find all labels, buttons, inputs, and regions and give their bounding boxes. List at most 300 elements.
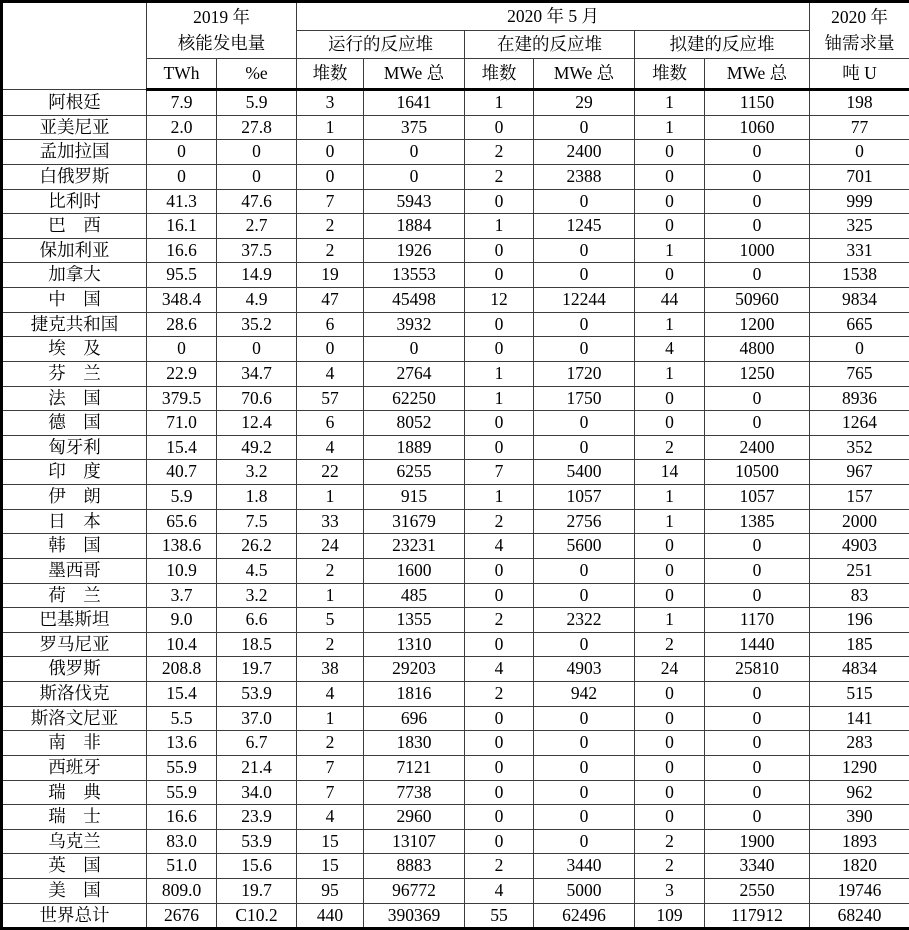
value-cell: 0 <box>534 706 635 731</box>
header-2020-uranium <box>810 2 909 59</box>
table-row <box>2 657 909 682</box>
value-cell: 809.0 <box>147 879 217 904</box>
value-cell: 15 <box>297 854 364 879</box>
value-cell: 0 <box>465 558 534 583</box>
value-cell: 1000 <box>705 238 810 263</box>
value-cell: 157 <box>810 485 909 510</box>
value-cell: 7738 <box>364 780 465 805</box>
country-cell: 罗马尼亚 <box>2 632 147 657</box>
value-cell: 138.6 <box>147 534 217 559</box>
value-cell: 27.8 <box>217 115 297 140</box>
value-cell: 1 <box>635 238 705 263</box>
country-cell: 比利时 <box>2 189 147 214</box>
value-cell: 1290 <box>810 755 909 780</box>
value-cell: 352 <box>810 435 909 460</box>
value-cell: 0 <box>465 238 534 263</box>
table-row <box>2 558 909 583</box>
value-cell: 45498 <box>364 288 465 313</box>
table-row <box>2 115 909 140</box>
value-cell: 2 <box>297 238 364 263</box>
table-row <box>2 706 909 731</box>
value-cell: 9.0 <box>147 608 217 633</box>
country-cell: 埃 及 <box>2 337 147 362</box>
value-cell: 3 <box>635 879 705 904</box>
value-cell: 2756 <box>534 509 635 534</box>
table-row <box>2 435 909 460</box>
value-cell: 6255 <box>364 460 465 485</box>
value-cell: 6.6 <box>217 608 297 633</box>
country-cell: 保加利亚 <box>2 238 147 263</box>
header-group-planned: 拟建的反应堆 <box>635 31 810 59</box>
value-cell: 15.6 <box>217 854 297 879</box>
value-cell: 2 <box>297 632 364 657</box>
value-cell: 1150 <box>705 90 810 116</box>
value-cell: 0 <box>465 583 534 608</box>
value-cell: 1893 <box>810 829 909 854</box>
value-cell: 109 <box>635 903 705 929</box>
value-cell: 1 <box>297 485 364 510</box>
value-cell: 0 <box>635 263 705 288</box>
value-cell: 95.5 <box>147 263 217 288</box>
value-cell: 2400 <box>534 140 635 165</box>
value-cell: 390369 <box>364 903 465 929</box>
table-row <box>2 854 909 879</box>
value-cell: 5.9 <box>217 90 297 116</box>
country-cell: 阿根廷 <box>2 90 147 116</box>
value-cell: 0 <box>534 189 635 214</box>
value-cell: 283 <box>810 731 909 756</box>
header-uranium-line2: 铀需求量 <box>812 31 907 56</box>
value-cell: 19.7 <box>217 879 297 904</box>
value-cell: 1060 <box>705 115 810 140</box>
value-cell: 12 <box>465 288 534 313</box>
value-cell: 2322 <box>534 608 635 633</box>
header-2019-generation <box>147 2 297 59</box>
value-cell: 0 <box>635 755 705 780</box>
value-cell: 1641 <box>364 90 465 116</box>
header-uranium-line1: 2020 年 <box>812 5 907 30</box>
table-row <box>2 608 909 633</box>
country-cell: 斯洛文尼亚 <box>2 706 147 731</box>
table-row <box>2 386 909 411</box>
value-cell: 2 <box>465 854 534 879</box>
value-cell: 185 <box>810 632 909 657</box>
value-cell: 10.9 <box>147 558 217 583</box>
value-cell: 19 <box>297 263 364 288</box>
value-cell: 375 <box>364 115 465 140</box>
value-cell: 1355 <box>364 608 465 633</box>
value-cell: 0 <box>465 780 534 805</box>
value-cell: 0 <box>635 682 705 707</box>
value-cell: 0 <box>534 411 635 436</box>
value-cell: 1 <box>465 485 534 510</box>
country-cell: 乌克兰 <box>2 829 147 854</box>
unit-mwe-planned: MWe 总 <box>705 59 810 90</box>
value-cell: 0 <box>364 164 465 189</box>
value-cell: 0 <box>217 164 297 189</box>
value-cell: 2 <box>465 509 534 534</box>
value-cell: 0 <box>147 140 217 165</box>
value-cell: 515 <box>810 682 909 707</box>
country-cell: 德 国 <box>2 411 147 436</box>
value-cell: 0 <box>635 189 705 214</box>
value-cell: 0 <box>465 189 534 214</box>
value-cell: 5400 <box>534 460 635 485</box>
country-cell: 加拿大 <box>2 263 147 288</box>
value-cell: 2 <box>635 632 705 657</box>
value-cell: 4 <box>297 682 364 707</box>
value-cell: 50960 <box>705 288 810 313</box>
value-cell: 1884 <box>364 214 465 239</box>
value-cell: 0 <box>465 706 534 731</box>
value-cell: 0 <box>705 140 810 165</box>
value-cell: 3932 <box>364 312 465 337</box>
value-cell: 1889 <box>364 435 465 460</box>
value-cell: 4 <box>297 361 364 386</box>
table-row <box>2 682 909 707</box>
value-cell: 2 <box>465 164 534 189</box>
value-cell: 5000 <box>534 879 635 904</box>
value-cell: 198 <box>810 90 909 116</box>
country-cell: 荷 兰 <box>2 583 147 608</box>
value-cell: 15.4 <box>147 682 217 707</box>
value-cell: 14.9 <box>217 263 297 288</box>
country-cell: 巴 西 <box>2 214 147 239</box>
value-cell: 3440 <box>534 854 635 879</box>
value-cell: 2400 <box>705 435 810 460</box>
value-cell: 1250 <box>705 361 810 386</box>
value-cell: 4 <box>297 805 364 830</box>
value-cell: 0 <box>705 263 810 288</box>
value-cell: 2 <box>297 558 364 583</box>
value-cell: 3.7 <box>147 583 217 608</box>
value-cell: 0 <box>705 583 810 608</box>
country-cell: 白俄罗斯 <box>2 164 147 189</box>
value-cell: 196 <box>810 608 909 633</box>
country-cell: 亚美尼亚 <box>2 115 147 140</box>
value-cell: 1 <box>635 608 705 633</box>
value-cell: 1600 <box>364 558 465 583</box>
country-cell: 瑞 典 <box>2 780 147 805</box>
value-cell: 2388 <box>534 164 635 189</box>
value-cell: 47 <box>297 288 364 313</box>
country-cell: 韩 国 <box>2 534 147 559</box>
table-row <box>2 485 909 510</box>
value-cell: 0 <box>534 312 635 337</box>
value-cell: 0 <box>705 682 810 707</box>
value-cell: 1 <box>465 361 534 386</box>
value-cell: 1900 <box>705 829 810 854</box>
value-cell: 325 <box>810 214 909 239</box>
country-cell: 孟加拉国 <box>2 140 147 165</box>
value-cell: 37.0 <box>217 706 297 731</box>
value-cell: 485 <box>364 583 465 608</box>
country-cell: 日 本 <box>2 509 147 534</box>
value-cell: 26.2 <box>217 534 297 559</box>
value-cell: 962 <box>810 780 909 805</box>
value-cell: 2 <box>635 854 705 879</box>
value-cell: 4 <box>465 657 534 682</box>
value-cell: 47.6 <box>217 189 297 214</box>
value-cell: C10.2 <box>217 903 297 929</box>
value-cell: 65.6 <box>147 509 217 534</box>
value-cell: 1 <box>297 583 364 608</box>
value-cell: 13553 <box>364 263 465 288</box>
value-cell: 1 <box>465 90 534 116</box>
unit-tonnes-u: 吨 U <box>810 59 909 90</box>
value-cell: 1 <box>635 485 705 510</box>
value-cell: 208.8 <box>147 657 217 682</box>
value-cell: 0 <box>705 411 810 436</box>
value-cell: 1538 <box>810 263 909 288</box>
value-cell: 117912 <box>705 903 810 929</box>
value-cell: 7 <box>297 780 364 805</box>
table-row <box>2 805 909 830</box>
value-cell: 23231 <box>364 534 465 559</box>
table-row <box>2 140 909 165</box>
value-cell: 0 <box>534 115 635 140</box>
value-cell: 0 <box>297 337 364 362</box>
value-cell: 0 <box>465 829 534 854</box>
value-cell: 5.5 <box>147 706 217 731</box>
value-cell: 55.9 <box>147 755 217 780</box>
table-row <box>2 214 909 239</box>
value-cell: 0 <box>635 583 705 608</box>
value-cell: 942 <box>534 682 635 707</box>
value-cell: 0 <box>465 115 534 140</box>
value-cell: 83.0 <box>147 829 217 854</box>
value-cell: 1440 <box>705 632 810 657</box>
value-cell: 13107 <box>364 829 465 854</box>
value-cell: 41.3 <box>147 189 217 214</box>
header-group-operating: 运行的反应堆 <box>297 31 465 59</box>
value-cell: 95 <box>297 879 364 904</box>
corner-cell <box>2 2 147 90</box>
value-cell: 83 <box>810 583 909 608</box>
value-cell: 0 <box>705 164 810 189</box>
country-cell: 俄罗斯 <box>2 657 147 682</box>
value-cell: 8883 <box>364 854 465 879</box>
country-cell: 墨西哥 <box>2 558 147 583</box>
unit-twh: TWh <box>147 59 217 90</box>
country-cell: 世界总计 <box>2 903 147 929</box>
value-cell: 0 <box>635 140 705 165</box>
table-row <box>2 312 909 337</box>
value-cell: 5943 <box>364 189 465 214</box>
value-cell: 15.4 <box>147 435 217 460</box>
value-cell: 24 <box>635 657 705 682</box>
value-cell: 0 <box>364 337 465 362</box>
value-cell: 5 <box>297 608 364 633</box>
value-cell: 53.9 <box>217 829 297 854</box>
value-cell: 0 <box>534 238 635 263</box>
table-row <box>2 509 909 534</box>
value-cell: 2 <box>465 682 534 707</box>
value-cell: 68240 <box>810 903 909 929</box>
value-cell: 0 <box>465 435 534 460</box>
value-cell: 6 <box>297 411 364 436</box>
value-cell: 1385 <box>705 509 810 534</box>
table-row <box>2 288 909 313</box>
value-cell: 3.2 <box>217 583 297 608</box>
value-cell: 1830 <box>364 731 465 756</box>
value-cell: 53.9 <box>217 682 297 707</box>
value-cell: 967 <box>810 460 909 485</box>
value-cell: 0 <box>810 140 909 165</box>
value-cell: 0 <box>534 435 635 460</box>
value-cell: 2000 <box>810 509 909 534</box>
value-cell: 2 <box>635 435 705 460</box>
country-cell: 捷克共和国 <box>2 312 147 337</box>
value-cell: 7.5 <box>217 509 297 534</box>
value-cell: 35.2 <box>217 312 297 337</box>
table-row <box>2 534 909 559</box>
value-cell: 1264 <box>810 411 909 436</box>
country-cell: 斯洛伐克 <box>2 682 147 707</box>
value-cell: 0 <box>534 829 635 854</box>
value-cell: 1816 <box>364 682 465 707</box>
value-cell: 31679 <box>364 509 465 534</box>
value-cell: 57 <box>297 386 364 411</box>
table-row <box>2 164 909 189</box>
value-cell: 10.4 <box>147 632 217 657</box>
value-cell: 0 <box>465 411 534 436</box>
value-cell: 7.9 <box>147 90 217 116</box>
value-cell: 2764 <box>364 361 465 386</box>
table-row <box>2 903 909 929</box>
value-cell: 38 <box>297 657 364 682</box>
value-cell: 3.2 <box>217 460 297 485</box>
value-cell: 51.0 <box>147 854 217 879</box>
country-cell: 瑞 士 <box>2 805 147 830</box>
value-cell: 4 <box>465 879 534 904</box>
value-cell: 0 <box>297 164 364 189</box>
value-cell: 0 <box>465 337 534 362</box>
value-cell: 701 <box>810 164 909 189</box>
value-cell: 4834 <box>810 657 909 682</box>
value-cell: 21.4 <box>217 755 297 780</box>
value-cell: 16.6 <box>147 805 217 830</box>
value-cell: 71.0 <box>147 411 217 436</box>
value-cell: 1200 <box>705 312 810 337</box>
value-cell: 0 <box>534 632 635 657</box>
header-2019-line2: 核能发电量 <box>149 31 294 56</box>
value-cell: 251 <box>810 558 909 583</box>
country-cell: 巴基斯坦 <box>2 608 147 633</box>
value-cell: 33 <box>297 509 364 534</box>
value-cell: 15 <box>297 829 364 854</box>
value-cell: 0 <box>534 263 635 288</box>
unit-mwe-operating: MWe 总 <box>364 59 465 90</box>
value-cell: 2960 <box>364 805 465 830</box>
value-cell: 77 <box>810 115 909 140</box>
value-cell: 0 <box>217 337 297 362</box>
table-row <box>2 189 909 214</box>
table-row <box>2 238 909 263</box>
value-cell: 999 <box>810 189 909 214</box>
value-cell: 0 <box>635 780 705 805</box>
header-group-under-construction: 在建的反应堆 <box>465 31 635 59</box>
table-row <box>2 755 909 780</box>
table-row <box>2 337 909 362</box>
value-cell: 0 <box>297 140 364 165</box>
value-cell: 2 <box>635 829 705 854</box>
value-cell: 7 <box>465 460 534 485</box>
table-header <box>2 2 909 90</box>
value-cell: 0 <box>705 731 810 756</box>
header-2019-line1: 2019 年 <box>149 5 294 30</box>
value-cell: 18.5 <box>217 632 297 657</box>
value-cell: 440 <box>297 903 364 929</box>
value-cell: 19.7 <box>217 657 297 682</box>
table-body <box>2 90 909 929</box>
value-cell: 4.9 <box>217 288 297 313</box>
value-cell: 331 <box>810 238 909 263</box>
value-cell: 2 <box>297 214 364 239</box>
country-cell: 法 国 <box>2 386 147 411</box>
value-cell: 0 <box>534 755 635 780</box>
value-cell: 0 <box>465 805 534 830</box>
value-cell: 0 <box>364 140 465 165</box>
value-cell: 0 <box>705 706 810 731</box>
header-2020-may: 2020 年 5 月 <box>297 2 810 31</box>
value-cell: 1 <box>297 115 364 140</box>
value-cell: 390 <box>810 805 909 830</box>
value-cell: 765 <box>810 361 909 386</box>
value-cell: 13.6 <box>147 731 217 756</box>
value-cell: 1 <box>635 312 705 337</box>
value-cell: 7121 <box>364 755 465 780</box>
value-cell: 4 <box>297 435 364 460</box>
value-cell: 70.6 <box>217 386 297 411</box>
value-cell: 0 <box>635 534 705 559</box>
value-cell: 0 <box>217 140 297 165</box>
unit-percent-e: %e <box>217 59 297 90</box>
value-cell: 3340 <box>705 854 810 879</box>
table-row <box>2 583 909 608</box>
table-row <box>2 879 909 904</box>
value-cell: 24 <box>297 534 364 559</box>
value-cell: 0 <box>465 731 534 756</box>
value-cell: 0 <box>705 558 810 583</box>
value-cell: 4800 <box>705 337 810 362</box>
value-cell: 4 <box>635 337 705 362</box>
value-cell: 7 <box>297 189 364 214</box>
value-cell: 0 <box>465 755 534 780</box>
value-cell: 34.0 <box>217 780 297 805</box>
value-cell: 8936 <box>810 386 909 411</box>
country-cell: 美 国 <box>2 879 147 904</box>
value-cell: 0 <box>635 731 705 756</box>
value-cell: 40.7 <box>147 460 217 485</box>
unit-reactor-count-construction: 堆数 <box>465 59 534 90</box>
value-cell: 0 <box>635 706 705 731</box>
country-cell: 伊 朗 <box>2 485 147 510</box>
value-cell: 1245 <box>534 214 635 239</box>
table-row <box>2 263 909 288</box>
value-cell: 62496 <box>534 903 635 929</box>
value-cell: 379.5 <box>147 386 217 411</box>
value-cell: 5600 <box>534 534 635 559</box>
value-cell: 1 <box>465 214 534 239</box>
value-cell: 1820 <box>810 854 909 879</box>
value-cell: 0 <box>635 386 705 411</box>
value-cell: 0 <box>705 214 810 239</box>
value-cell: 4903 <box>534 657 635 682</box>
value-cell: 2676 <box>147 903 217 929</box>
country-cell: 英 国 <box>2 854 147 879</box>
value-cell: 0 <box>705 780 810 805</box>
